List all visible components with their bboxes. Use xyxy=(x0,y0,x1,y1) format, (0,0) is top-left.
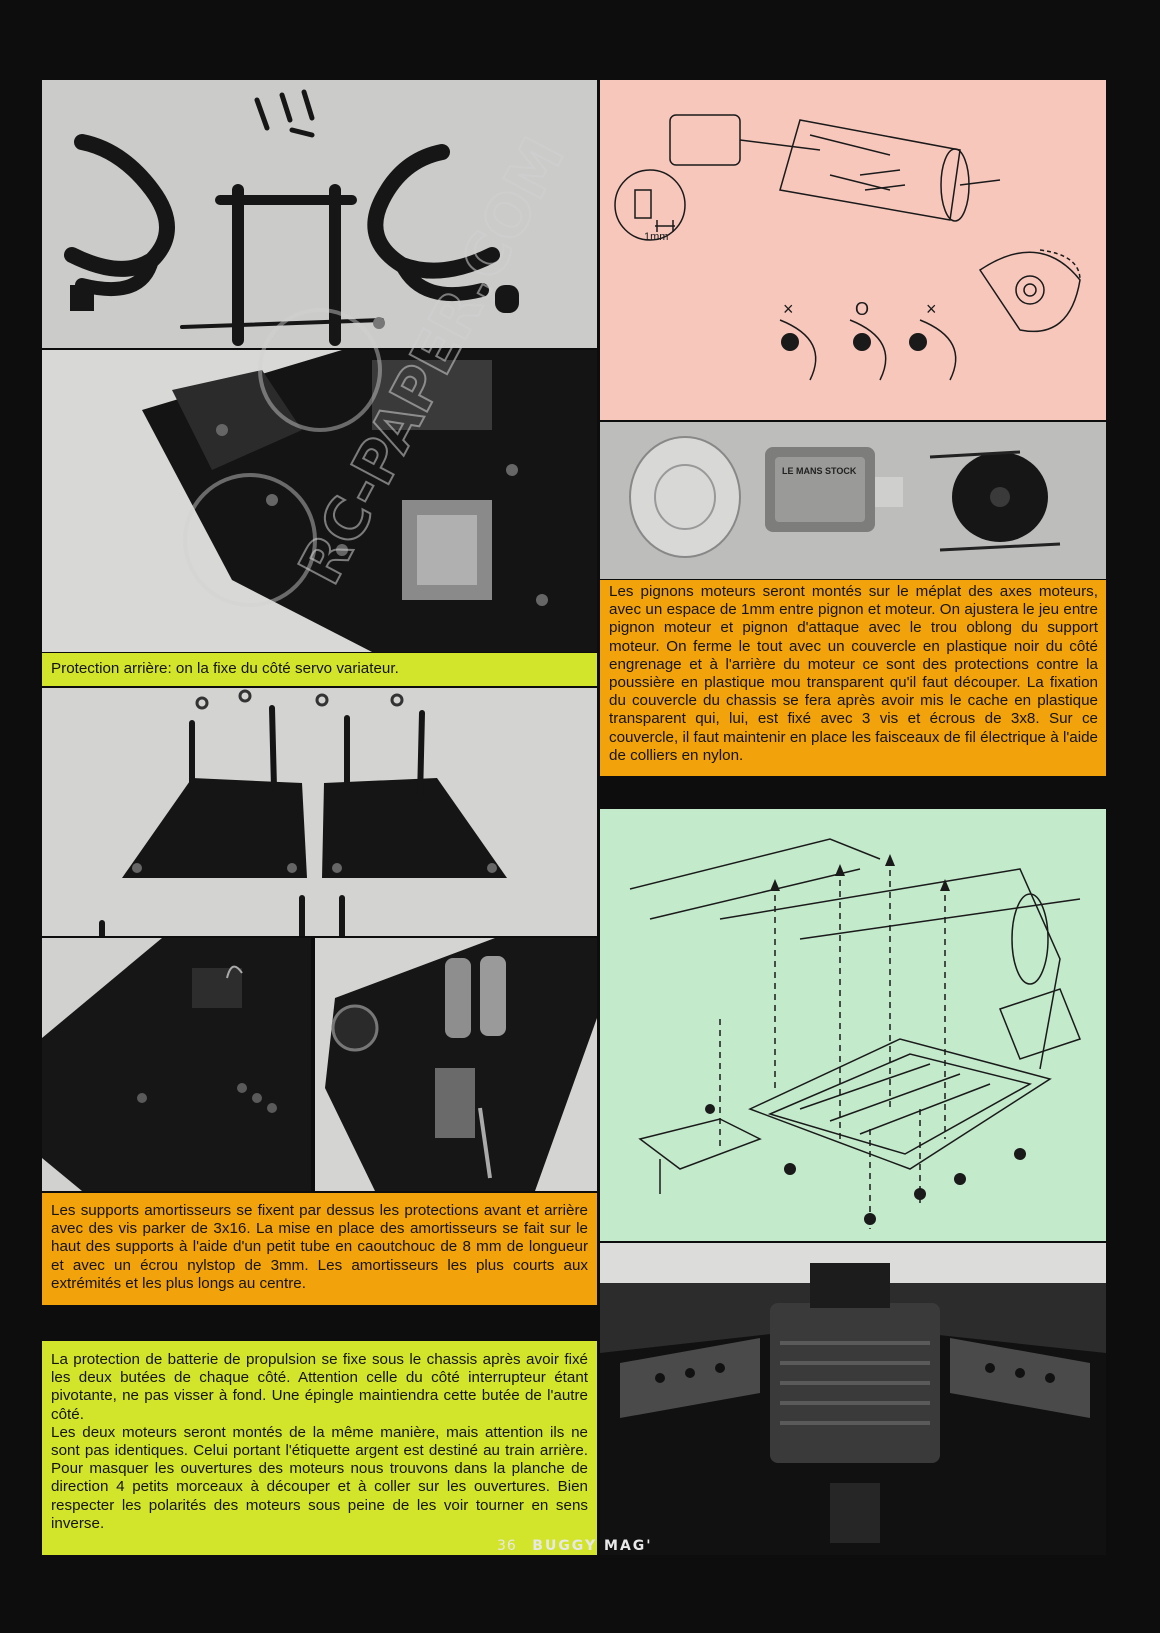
shock-tower-parts-illustration xyxy=(42,80,597,348)
photo-chassis-dampers xyxy=(315,938,597,1191)
photo-rear-protection-chassis xyxy=(42,350,597,652)
caption-motor-pinions xyxy=(600,580,1106,776)
battery-cover-diagram-illustration xyxy=(600,809,1106,1241)
chassis-dampers-illustration xyxy=(315,938,597,1191)
photo-shock-tower-parts xyxy=(42,80,597,348)
diagram-gap-label: 1mm xyxy=(644,231,669,243)
magazine-name: BUGGY MAG' xyxy=(532,1538,653,1554)
page-number: 36 xyxy=(497,1538,517,1554)
diagram-pinion-mounting xyxy=(600,80,1106,420)
photo-damper-supports xyxy=(42,688,597,936)
diagram-wrong-mark-1: × xyxy=(783,299,794,319)
page-footer xyxy=(497,1538,653,1554)
caption-battery-protection-text-2: Les deux moteurs seront montés de la même manière, mais attention ils ne sont pas identiques. Celui portant l'étiquette argent est destiné au train arrière. Pour masquer les ouvertures des moteurs nous trouvons dans la planche de direction 4 petits morceaux à découper et à coller sur les ouvertures. Bien respecter les polarités des moteurs sous peine de les voir tourner en sens inverse. xyxy=(51,1423,588,1532)
caption-rear-protection-text: Protection arrière: on la fixe du côté servo variateur. xyxy=(51,660,399,677)
photo-chassis-underside xyxy=(600,1243,1106,1555)
motor-covers-illustration xyxy=(600,422,1106,579)
chassis-left-illustration xyxy=(42,938,311,1191)
caption-shock-supports-text: Les supports amortisseurs se fixent par dessus les protections avant et arrière avec des vis parker de 3x16. La mise en place des amortisseurs se fait sur le haut des supports à l'aide d'un petit tube en caoutchouc de 8 mm de longueur et avec un écrou nylstop de 3mm. Les amortisseurs les plus courts aux extrémités et les plus longs au centre. xyxy=(51,1202,588,1292)
caption-rear-protection xyxy=(42,653,597,686)
motor-label: LE MANS STOCK xyxy=(782,466,857,476)
diagram-battery-cover xyxy=(600,809,1106,1241)
photo-chassis-left xyxy=(42,938,311,1191)
damper-supports-illustration xyxy=(42,688,597,936)
diagram-correct-mark: O xyxy=(855,299,870,319)
chassis-underside-illustration xyxy=(600,1243,1106,1555)
caption-battery-protection-text-1: La protection de batterie de propulsion se fixe sous le chassis après avoir fixé les deux butées de chaque côté. Attention celle du côté interrupteur étant pivotante, ne pas visser à fond. Une épingle maintiendra cette butée de l'autre côté. xyxy=(51,1351,588,1423)
chassis-rear-illustration xyxy=(42,350,597,652)
caption-battery-protection xyxy=(42,1341,597,1555)
diagram-wrong-mark-2: × xyxy=(926,299,937,319)
pinion-diagram-illustration xyxy=(600,80,1106,420)
photo-motor-covers xyxy=(600,422,1106,579)
caption-shock-supports xyxy=(42,1193,597,1305)
caption-motor-pinions-text: Les pignons moteurs seront montés sur le méplat des axes moteurs, avec un espace de 1mm entre pignon et moteur. On ajustera le jeu entre pignon moteur et pignon d'attaque avec le trou oblong du support moteur. On ferme le tout avec un couvercle en plastique noir du côté engrenage et à l'arrière du moteur ce sont des protections contre la poussière en plastique mou transparent qu'il faut découper. La fixation du couvercle du chassis se fera après avoir mis le cache en plastique transparent qui, lui, est fixé avec 3 vis et écrous de 3x8. Sur ce couvercle, il faut maintenir en place les faisceaux de fil électrique à l'aide de colliers en nylon. xyxy=(609,583,1098,764)
